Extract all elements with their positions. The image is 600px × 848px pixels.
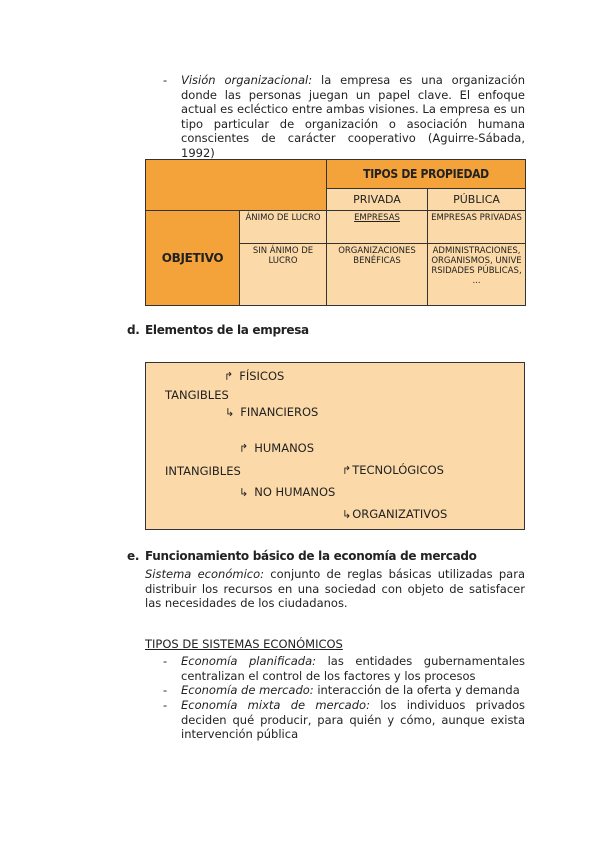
sistema-economico-term: Sistema económico: bbox=[145, 567, 264, 581]
section-e-letter: e. bbox=[127, 549, 140, 563]
vision-line: actual es ecléctico entre ambas visiones. La empresa es un bbox=[181, 102, 525, 116]
vision-line: conscientes de carácter cooperativo (Aguirre-Sábada, 1992) bbox=[181, 131, 525, 160]
vision-term: Visión organizacional: bbox=[181, 73, 313, 87]
objetivo-header: OBJETIVO bbox=[146, 211, 240, 306]
bullet-dash: - bbox=[163, 654, 168, 668]
table-corner bbox=[146, 160, 327, 211]
vision-line: la empresa es una organización bbox=[321, 73, 526, 87]
section-d-letter: d. bbox=[127, 323, 140, 337]
vision-paragraph bbox=[181, 73, 525, 160]
arrow-up-icon: ↱ bbox=[224, 370, 234, 383]
cell-administraciones: ADMINISTRACIONES, ORGANISMOS, UNIVERSIDADES PÚBLICAS, ... bbox=[428, 243, 526, 305]
sin-animo-lucro-label: SIN ÁNIMO DE LUCRO bbox=[240, 243, 327, 305]
bullet-dash: - bbox=[163, 73, 168, 87]
publica-header: PÚBLICA bbox=[428, 189, 526, 211]
organizativos-item: ↳ORGANIZATIVOS bbox=[342, 507, 448, 521]
tipos-propiedad-header: TIPOS DE PROPIEDAD bbox=[327, 160, 526, 189]
humanos-item: ↱ HUMANOS bbox=[239, 441, 315, 455]
fisicos-item: ↱ FÍSICOS bbox=[224, 369, 285, 383]
arrow-up-icon: ↱ bbox=[239, 442, 249, 455]
bullet-dash: - bbox=[163, 683, 168, 697]
intangibles-label: INTANGIBLES bbox=[165, 464, 241, 478]
elementos-box bbox=[145, 362, 525, 530]
tipos-sistemas-title: TIPOS DE SISTEMAS ECONÓMICOS bbox=[145, 637, 343, 651]
property-table bbox=[145, 159, 526, 306]
section-d-title: Elementos de la empresa bbox=[145, 323, 309, 337]
arrow-down-icon: ↳ bbox=[239, 486, 249, 499]
arrow-up-icon: ↱ bbox=[342, 464, 352, 477]
bullet-dash: - bbox=[163, 698, 168, 712]
no-humanos-item: ↳ NO HUMANOS bbox=[239, 485, 336, 499]
privada-header: PRIVADA bbox=[327, 189, 428, 211]
economia-mercado-item: Economía de mercado: interacción de la oferta y demanda bbox=[181, 683, 520, 697]
vision-line: donde las personas juegan un papel clave. El enfoque bbox=[181, 87, 525, 102]
economia-mixta-item: Economía mixta de mercado: los individuos privados deciden qué producir, para quién y cómo, aunque exista intervención pública bbox=[181, 698, 526, 741]
cell-organizaciones-beneficas: ORGANIZACIONES BENÉFICAS bbox=[327, 243, 428, 305]
animo-lucro-label: ÁNIMO DE LUCRO bbox=[240, 211, 327, 243]
vision-line: tipo particular de organización o asociación humana bbox=[181, 116, 525, 131]
arrow-down-icon: ↳ bbox=[342, 508, 352, 521]
tecnologicos-item: ↱TECNOLÓGICOS bbox=[342, 463, 444, 477]
cell-empresas: EMPRESAS bbox=[327, 211, 428, 243]
financieros-item: ↳ FINANCIEROS bbox=[225, 405, 319, 419]
cell-empresas-privadas: EMPRESAS PRIVADAS bbox=[428, 211, 526, 243]
section-e-title: Funcionamiento básico de la economía de mercado bbox=[145, 549, 477, 563]
economia-planificada-item: Economía planificada: las entidades gubernamentales centralizan el control de los factores y los procesos bbox=[181, 654, 525, 683]
sistema-economico-paragraph: Sistema económico: conjunto de reglas básicas utilizadas para distribuir los recursos en una sociedad con objeto de satisfacer las necesidades de los ciudadanos. bbox=[145, 567, 525, 610]
tangibles-label: TANGIBLES bbox=[165, 388, 229, 402]
arrow-down-icon: ↳ bbox=[225, 406, 235, 419]
